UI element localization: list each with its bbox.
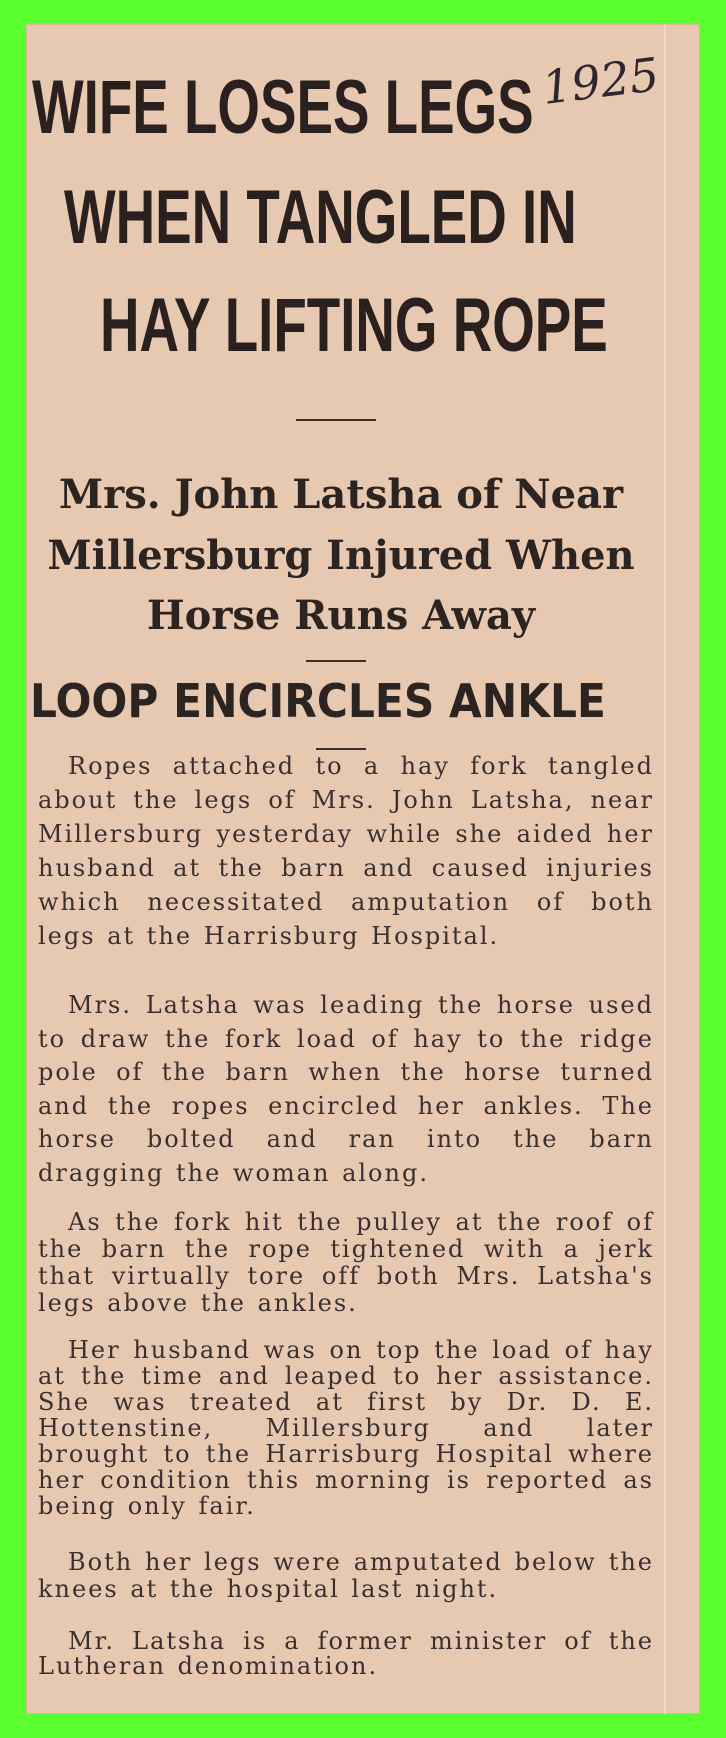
newspaper-clipping (26, 24, 700, 1714)
paragraph-text: As the fork hit the pulley at the roof of the barn the rope tightened with a jerk that virtually tore off both Mrs. Latsha's legs above the ankles. (38, 1208, 654, 1317)
paragraph-text: Her husband was on top the load of hay at the time and leaped to her assistance. She was treated at first by Dr. D. E. Hottenstine, Millersburg and later brought to the Harrisburg Hospital where her condition this morning is reported as being only fair. (38, 1336, 654, 1520)
subheadline-line-1: Mrs. John Latsha of Near (58, 471, 624, 518)
subheadline-line-2: Millersburg Injured When (47, 532, 635, 579)
divider-rule (296, 419, 376, 421)
headline-line-2: WHEN TANGLED IN (64, 175, 577, 260)
handwritten-year: 1925 (539, 47, 662, 115)
article-paragraph (38, 1629, 654, 1679)
article-paragraph (38, 1209, 654, 1317)
secondary-headline: LOOP ENCIRCLES ANKLE (30, 674, 606, 728)
subheadline-line-3: Horse Runs Away (146, 592, 536, 639)
article-paragraph (38, 989, 654, 1190)
headline-line-1: WIFE LOSES LEGS (32, 65, 534, 150)
paragraph-text: Ropes attached to a hay fork tangled about the legs of Mrs. John Latsha, near Millersburg yesterday while she aided her husband at the barn and caused injuries which necessitated amputation of both legs at the Harrisburg Hospital. (38, 752, 654, 950)
headline-line-3: HAY LIFTING ROPE (100, 283, 608, 368)
paragraph-text: Both her legs were amputated below the knees at the hospital last night. (38, 1548, 654, 1603)
paragraph-text: Mrs. Latsha was leading the horse used to draw the fork load of hay to the ridge pole of the barn when the horse turned and the ropes encircled her ankles. The horse bolted and ran into the barn dragging the woman along. (38, 991, 654, 1187)
article-paragraph (38, 1337, 654, 1519)
paragraph-text: Mr. Latsha is a former minister of the Lutheran denomination. (38, 1627, 654, 1680)
article-paragraph (38, 1549, 654, 1603)
divider-rule (306, 660, 366, 662)
article-paragraph (38, 749, 654, 953)
